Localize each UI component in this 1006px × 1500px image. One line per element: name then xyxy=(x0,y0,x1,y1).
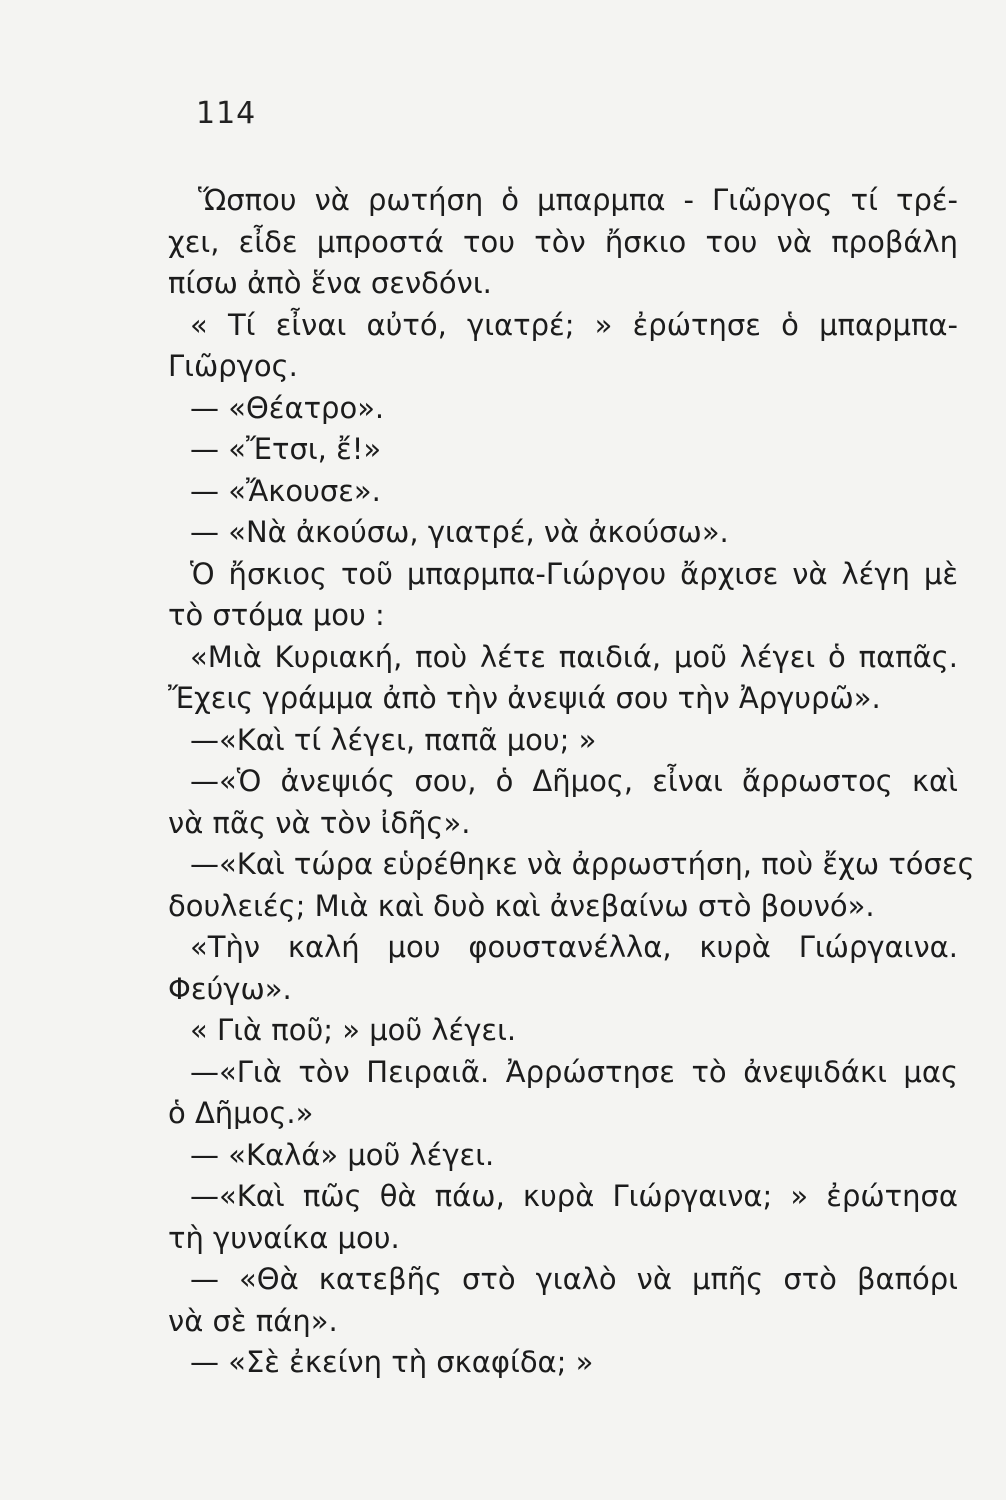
text-line: Ὥσπου νὰ ρωτήση ὁ μπαρμπα - Γιῶργος τί τρέ- xyxy=(198,183,958,217)
text-line: — «Καλά» μοῦ λέγει. xyxy=(190,1137,495,1172)
text-line: « Τί εἶναι αὐτό, γιατρέ; » ἐρώτησε ὁ μπαρμπα- xyxy=(190,307,958,342)
text-line: τὸ στόμα μου : xyxy=(168,598,385,632)
text-line: δουλειές; Μιὰ καὶ δυὸ καὶ ἀνεβαίνω στὸ βουνό». xyxy=(168,888,875,923)
text-line: νὰ πᾶς νὰ τὸν ἰδῆς». xyxy=(168,805,471,840)
text-line: —«Καὶ τώρα εὑρέθηκε νὰ ἀρρωστήση, ποὺ ἔχω τόσες xyxy=(190,847,975,881)
text-line: Ἔχεις γράμμα ἀπὸ τὴν ἀνεψιά σου τὴν Ἀργυρῶ». xyxy=(168,681,881,715)
text-line: «Τὴν καλή μου φουστανέλλα, κυρὰ Γιώργαινα. xyxy=(190,930,958,964)
text-line: νὰ σὲ πάη». xyxy=(168,1303,338,1338)
text-line: Γιῶργος. xyxy=(168,349,298,383)
text-line: — «Σὲ ἐκείνη τὴ σκαφίδα; » xyxy=(190,1345,594,1379)
text-line: «Μιὰ Κυριακή, ποὺ λέτε παιδιά, μοῦ λέγει ὁ παπᾶς. xyxy=(190,639,958,674)
text-line: —«Γιὰ τὸν Πειραιᾶ. Ἀρρώστησε τὸ ἀνεψιδάκι μας xyxy=(190,1054,958,1089)
text-line: τὴ γυναίκα μου. xyxy=(168,1220,400,1255)
text-line: χει, εἶδε μπροστά του τὸν ἤσκιο του νὰ προβάλη xyxy=(168,224,958,259)
text-line: πίσω ἀπὸ ἕνα σενδόνι. xyxy=(168,266,492,300)
text-line: —«Καὶ τί λέγει, παπᾶ μου; » xyxy=(190,722,597,757)
text-line: ὁ Δῆμος.» xyxy=(168,1096,314,1130)
text-line: — «Ἄκουσε». xyxy=(190,473,381,508)
text-line: —«Ὁ ἀνεψιός σου, ὁ Δῆμος, εἶναι ἄρρωστος καὶ xyxy=(190,764,958,798)
text-line: Φεύγω». xyxy=(168,971,292,1006)
page-number: 114 xyxy=(196,96,257,131)
text-line: — «Θὰ κατεβῆς στὸ γιαλὸ νὰ μπῆς στὸ βαπόρι xyxy=(190,1262,958,1296)
text-line: —«Καὶ πῶς θὰ πάω, κυρὰ Γιώργαινα; » ἐρώτησα xyxy=(190,1179,958,1213)
text-line: « Γιὰ ποῦ; » μοῦ λέγει. xyxy=(190,1013,517,1047)
body-text xyxy=(168,180,975,1384)
text-line: Ὁ ἤσκιος τοῦ μπαρμπα-Γιώργου ἄρχισε νὰ λέγη μὲ xyxy=(190,556,958,591)
text-line: — «Θέατρο». xyxy=(190,390,385,425)
text-line: — «Ἔτσι, ἔ!» xyxy=(190,432,382,466)
text-line: — «Νὰ ἀκούσω, γιατρέ, νὰ ἀκούσω». xyxy=(190,515,729,549)
